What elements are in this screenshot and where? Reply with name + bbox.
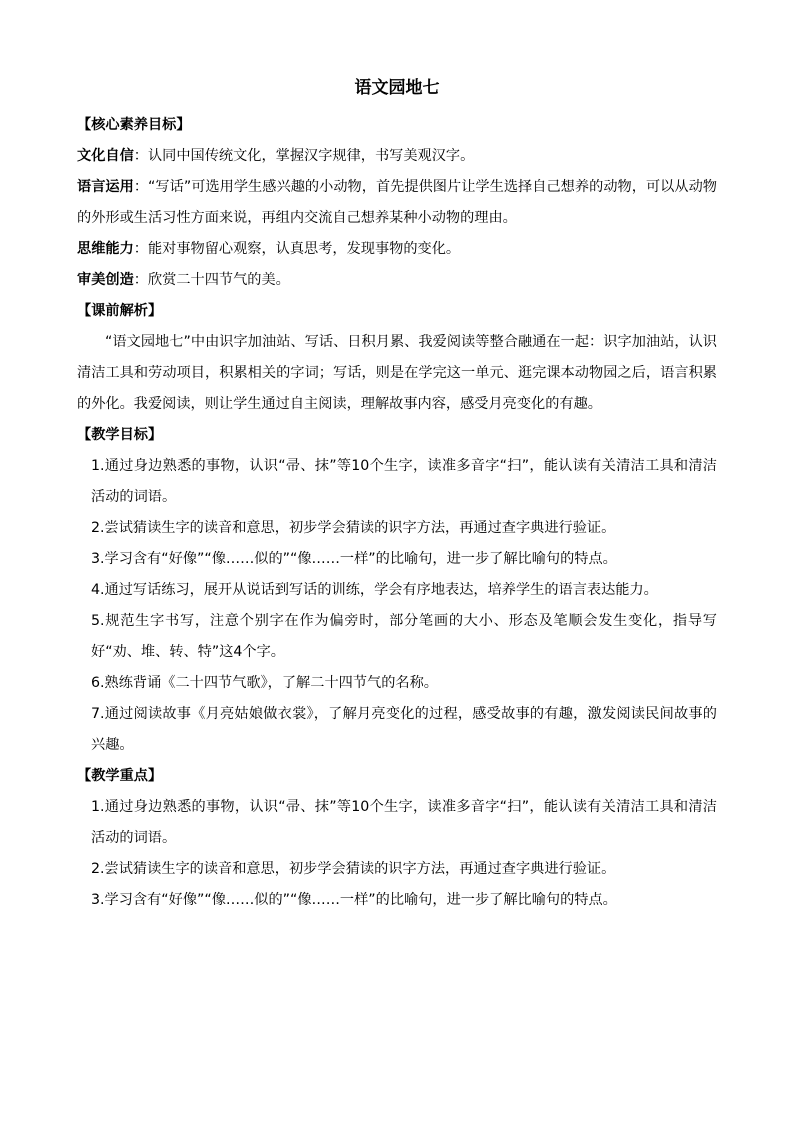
core-text: ：“写话”可选用学生感兴趣的小动物，首先提供图片让学生选择自己想养的动物，可以从动物的外形或生活习性方面来说，再组内交流自己想养某种小动物的理由。: [77, 179, 717, 226]
keypoint-item: 3.学习含有“好像”“像……似的”“像……一样”的比喻句，进一步了解比喻句的特点。: [91, 892, 617, 908]
document-body: [77, 76, 717, 916]
goal-item: 4.通过写话练习，展开从说话到写话的训练，学会有序地表达，培养学生的语言表达能力。: [91, 582, 658, 598]
core-item-aesthetic: [77, 265, 717, 296]
core-text: ：能对事物留心观察，认真思考，发现事物的变化。: [133, 241, 461, 257]
goal-item: 6.熟练背诵《二十四节气歌》，了解二十四节气的名称。: [91, 675, 438, 691]
core-term: 文化自信: [77, 148, 134, 164]
document-title: 语文园地七: [354, 78, 440, 98]
goal-item: 2.尝试猜读生字的读音和意思，初步学会猜读的识字方法，再通过查字典进行验证。: [91, 520, 616, 536]
core-text: ：欣赏二十四节气的美。: [133, 272, 290, 288]
goal-item: 3.学习含有“好像”“像……似的”“像……一样”的比喻句，进一步了解比喻句的特点。: [91, 551, 617, 567]
core-term: 审美创造: [77, 272, 134, 288]
section-heading-core: 【核心素养目标】: [77, 117, 191, 133]
core-term: 思维能力: [77, 241, 134, 257]
core-item-culture: [77, 141, 717, 172]
goal-item: 7.通过阅读故事《月亮姑娘做衣裳》，了解月亮变化的过程，感受故事的有趣，激发阅读民间故事的兴趣。: [91, 706, 717, 753]
core-term: 语言运用: [77, 179, 134, 195]
goal-item: 1.通过身边熟悉的事物，认识“帚、抹”等10个生字，读准多音字“扫”，能认读有关清洁工具和清洁活动的词语。: [91, 458, 717, 505]
section-heading-keypoints: 【教学重点】: [77, 768, 163, 784]
section-heading-analysis: 【课前解析】: [77, 303, 163, 319]
section-heading-goals: 【教学目标】: [77, 427, 163, 443]
core-text: ：认同中国传统文化，掌握汉字规律，书写美观汉字。: [133, 148, 475, 164]
keypoint-item: 1.通过身边熟悉的事物，认识“帚、抹”等10个生字，读准多音字“扫”，能认读有关清洁工具和清洁活动的词语。: [91, 799, 717, 846]
core-item-language: [77, 172, 717, 234]
keypoint-item: 2.尝试猜读生字的读音和意思，初步学会猜读的识字方法，再通过查字典进行验证。: [91, 861, 616, 877]
core-item-thinking: [77, 234, 717, 265]
goal-item: 5.规范生字书写，注意个别字在作为偏旁时，部分笔画的大小、形态及笔顺会发生变化，指导写好“劝、堆、转、特”这4个字。: [91, 613, 717, 660]
analysis-paragraph: “语文园地七”中由识字加油站、写话、日积月累、我爱阅读等整合融通在一起：识字加油站，认识清洁工具和劳动项目，积累相关的字词；写话，则是在学完这一单元、逛完课本动物园之后，语言积累的外化。我爱阅读，则让学生通过自主阅读，理解故事内容，感受月亮变化的有趣。: [77, 334, 717, 412]
